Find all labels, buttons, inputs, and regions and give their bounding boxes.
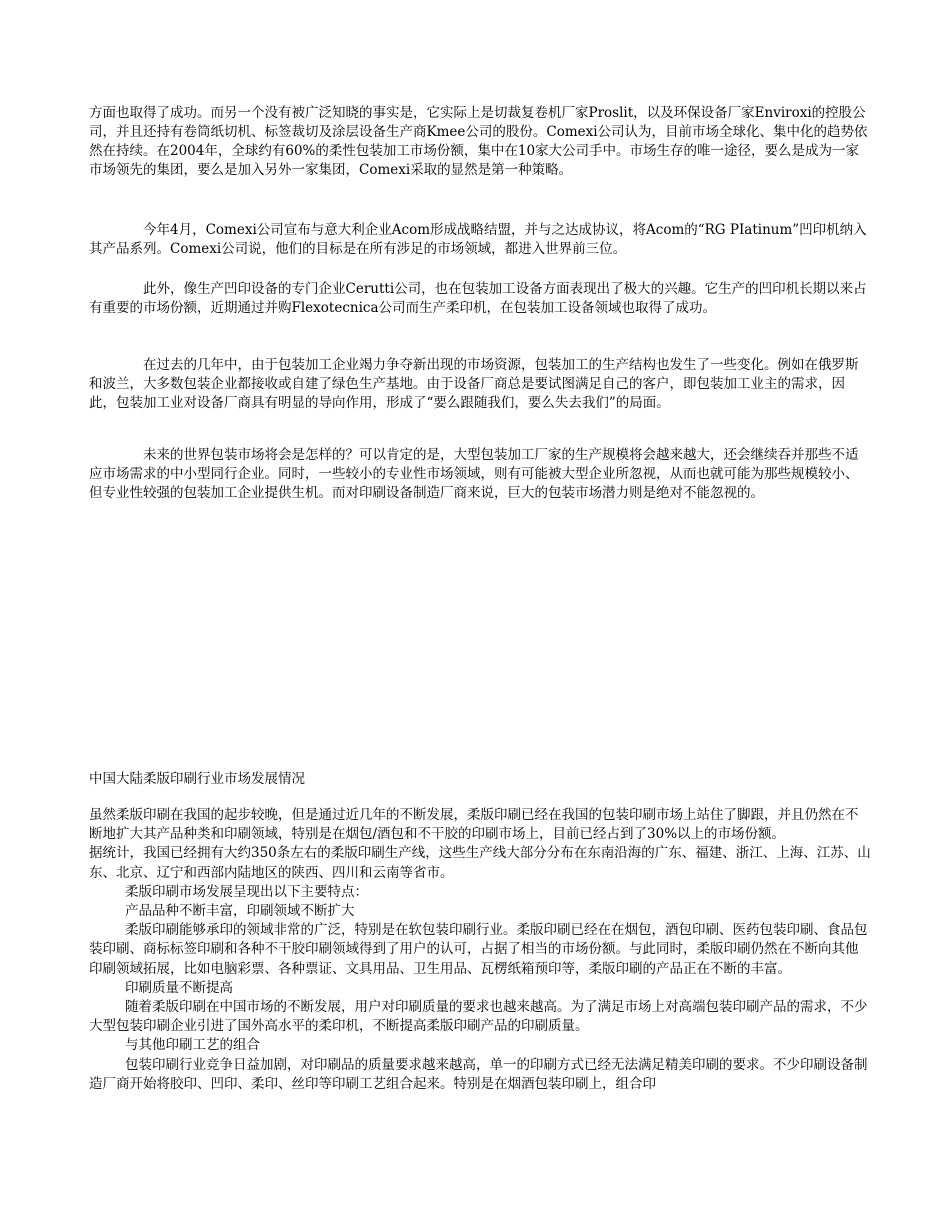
- feature-paragraph-product-range: 柔版印刷能够承印的领域非常的广泛，特别是在软包装印刷行业。柔版印刷已经在在烟包，酒包印刷、医药包装印刷、食品包装印刷、商标标签印刷和各种不干胶印刷领域得到了用户的认可，占据了相当的市场份额。与此同时，柔版印刷仍然在不断向其他印刷领域拓展，比如电脑彩票、各种票证、文具用品、卫生用品、瓦楞纸箱预印等，柔版印刷的产品正在不断的丰富。: [89, 922, 868, 977]
- section-statistics-paragraph: 据统计，我国已经拥有大约350条左右的柔版印刷生产线，这些生产线大部分分布在东南沿海的广东、福建、浙江、上海、江苏、山东、北京、辽宁和西部内陆地区的陕西、四川和云南等省市。: [89, 845, 871, 881]
- paragraph-comexi-holdings: 方面也取得了成功。而另一个没有被广泛知晓的事实是，它实际上是切裁复卷机厂家Proslit，以及环保设备厂家Enviroxi的控股公司，并且还持有卷筒纸切机、标签裁切及涂层设备生产商Kmee公司的股份。Comexi公司认为，目前市场全球化、集中化的趋势依然在持续。在2004年，全球约有60%的柔性包装加工市场份额，集中在10家大公司手中。市场生存的唯一途径，要么是成为一家市场领先的集团，要么是加入另外一家集团，Comexi采取的显然是第一种策略。: [89, 104, 868, 179]
- paragraph-comexi-acom-alliance: 今年4月，Comexi公司宣布与意大利企业Acom形成战略结盟，并与之达成协议，将Acom的“RG PIatinum”凹印机纳入其产品系列。Comexi公司说，他们的目标是在所有涉足的市场领域，都进入世界前三位。: [89, 221, 867, 257]
- paragraph-production-structure: 在过去的几年中，由于包装加工企业竭力争夺新出现的市场资源，包装加工的生产结构也发生了一些变化。例如在俄罗斯和波兰，大多数包装企业都接收或自建了绿色生产基地。由于设备厂商总是要试图满足自己的客户，即包装加工业主的需求，因此，包装加工业对设备厂商具有明显的导向作用，形成了“要么跟随我们，要么失去我们”的局面。: [89, 356, 859, 411]
- section-intro-paragraph: 虽然柔版印刷在我国的起步较晚，但是通过近几年的不断发展，柔版印刷已经在我国的包装印刷市场上站住了脚跟，并且仍然在不断地扩大其产品种类和印刷领域，特别是在烟包/酒包和不干胶的印刷市场上，目前已经占到了30%以上的市场份额。: [89, 807, 859, 843]
- feature-heading-product-range: 产品品种不断丰富，印刷领域不断扩大: [125, 903, 355, 920]
- feature-paragraph-print-quality: 随着柔版印刷在中国市场的不断发展，用户对印刷质量的要求也越来越高。为了满足市场上对高端包装印刷产品的需求，不少大型包装印刷企业引进了国外高水平的柔印机，不断提高柔版印刷产品的印刷质量。: [89, 999, 868, 1035]
- paragraph-future-market: 未来的世界包装市场将会是怎样的？可以肯定的是，大型包装加工厂家的生产规模将会越来越大，还会继续吞并那些不适应市场需求的中小型同行企业。同时，一些较小的专业性市场领域，则有可能被大型企业所忽视，从而也就可能为那些规模较小、但专业性较强的包装加工企业提供生机。而对印刷设备制造厂商来说，巨大的包装市场潜力则是绝对不能忽视的。: [89, 446, 859, 501]
- section-title: 中国大陆柔版印刷行业市场发展情况: [89, 771, 305, 787]
- paragraph-cerutti: 此外，像生产凹印设备的专门企业Cerutti公司，也在包装加工设备方面表现出了极大的兴趣。它生产的凹印机长期以来占有重要的市场份额，近期通过并购Flexotecnica公司而生产柔印机，在包装加工设备领域也取得了成功。: [89, 280, 867, 316]
- feature-paragraph-process-combination: 包装印刷行业竞争日益加剧，对印刷品的质量要求越来越高，单一的印刷方式已经无法满足精美印刷的要求。不少印刷设备制造厂商开始将胶印、凹印、柔印、丝印等印刷工艺组合起来。特别是在烟酒包装印刷上，组合印: [89, 1056, 868, 1092]
- features-heading: 柔版印刷市场发展呈现出以下主要特点：: [125, 883, 368, 900]
- section-body: [89, 806, 871, 1094]
- feature-heading-print-quality: 印刷质量不断提高: [125, 979, 233, 996]
- feature-heading-process-combination: 与其他印刷工艺的组合: [125, 1037, 260, 1054]
